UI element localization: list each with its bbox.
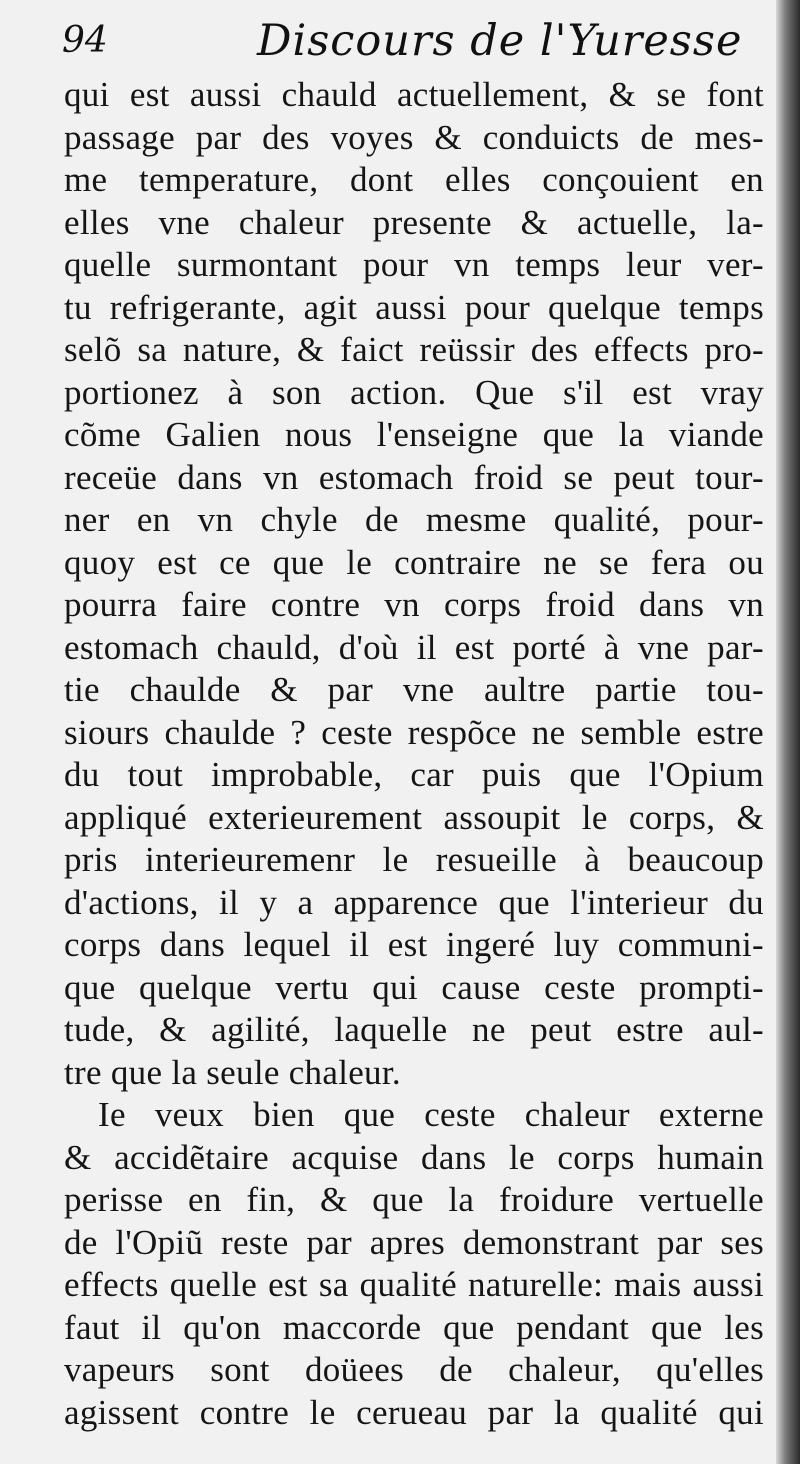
text-line: quelle surmontant pour vn temps leur ver- <box>64 245 764 284</box>
text-line: & accidẽtaire acquise dans le corps humain <box>64 1137 764 1177</box>
paragraph-end-line: tre que la seule chaleur. <box>64 1052 401 1092</box>
text-line: tu refrigerante, agit aussi pour quelque temps <box>64 287 764 327</box>
text-line: appliqué exterieurement assoupit le corps, & <box>64 797 764 837</box>
paragraph-start-line: Ie veux bien que ceste chaleur externe <box>98 1095 764 1134</box>
text-line: corps dans lequel il est ingeré luy communi- <box>64 925 764 964</box>
text-line: pourra faire contre vn corps froid dans vn <box>64 585 764 624</box>
text-line: faut il qu'on maccorde que pendant que les <box>64 1307 764 1347</box>
page-number: 94 <box>62 20 108 61</box>
page-header <box>62 10 762 80</box>
text-line: receüe dans vn estomach froid se peut tour- <box>64 457 764 497</box>
text-line: estomach chauld, d'où il est porté à vne par- <box>64 627 764 667</box>
text-line: effects quelle est sa qualité naturelle: mais aussi <box>64 1265 764 1304</box>
text-line: selõ sa nature, & faict reüssir des effects pro- <box>64 330 764 369</box>
text-line: d'actions, il y a apparence que l'interieur du <box>64 882 764 922</box>
binding-edge <box>776 0 800 1464</box>
text-line: passage par des voyes & conduicts de mes- <box>64 117 764 157</box>
text-line: cõme Galien nous l'enseigne que la viande <box>64 415 764 454</box>
text-line: vapeurs sont doüees de chaleur, qu'elles <box>64 1350 764 1389</box>
text-line: tude, & agilité, laquelle ne peut estre aul- <box>64 1010 764 1049</box>
text-line: portionez à son action. Que s'il est vray <box>64 372 764 412</box>
text-line: me temperature, dont elles conçouient en <box>64 160 764 199</box>
text-line: perisse en fin, & que la froidure vertuelle <box>64 1180 764 1219</box>
text-line: de l'Opiũ reste par apres demonstrant par ses <box>64 1222 764 1262</box>
running-title: Discours de l'Yuresse <box>257 16 743 66</box>
text-line: agissent contre le cerueau par la qualité qui <box>64 1392 764 1432</box>
text-line: tie chaulde & par vne aultre partie tou- <box>64 670 764 709</box>
text-line: ner en vn chyle de mesme qualité, pour- <box>64 500 764 539</box>
text-line: qui est aussi chauld actuellement, & se font <box>64 75 764 114</box>
text-line: pris interieuremenr le resueille à beaucoup <box>64 840 764 879</box>
text-line: quoy est ce que le contraire ne se fera ou <box>64 542 764 582</box>
text-line: elles vne chaleur presente & actuelle, la- <box>64 202 764 242</box>
body-text <box>64 74 764 1434</box>
text-line: siours chaulde ? ceste respõce ne semble estre <box>64 712 764 752</box>
text-line: du tout improbable, car puis que l'Opium <box>64 755 764 794</box>
text-line: que quelque vertu qui cause ceste prompti- <box>64 967 764 1007</box>
